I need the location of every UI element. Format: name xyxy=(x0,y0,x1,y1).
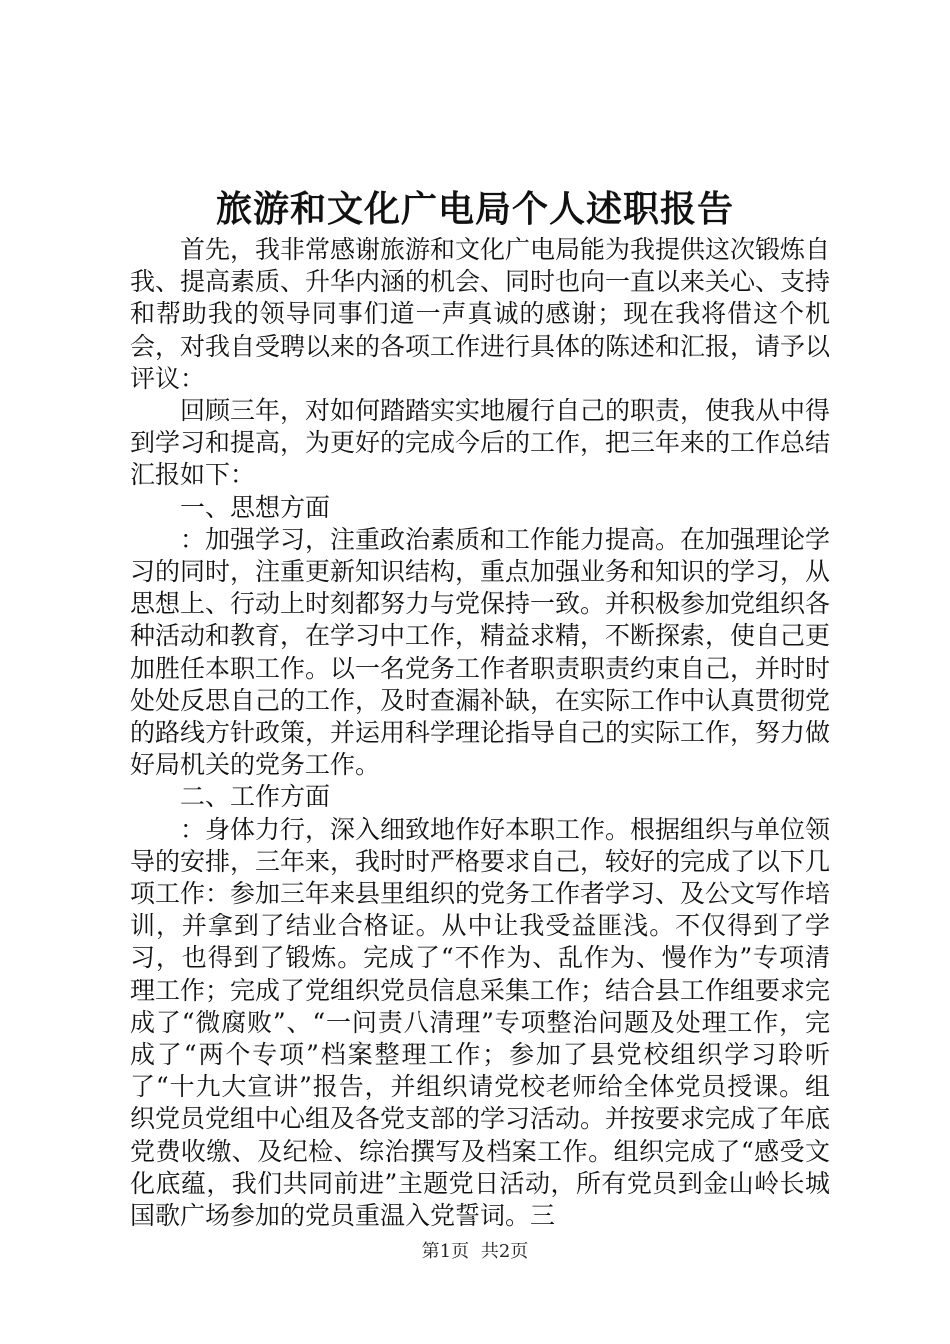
section-text-work: ：身体力行，深入细致地作好本职工作。根据组织与单位领导的安排，三年来，我时时严格要求自己，较好的完成了以下几项工作：参加三年来县里组织的党务工作者学习、及公文写作培训，并拿到了结业合格证。从中让我受益匪浅。不仅得到了学习，也得到了锻炼。完成了“不作为、乱作为、慢作为”专项清理工作；完成了党组织党员信息采集工作；结合县工作组要求完成了“微腐败”、“一问责八清理”专项整治问题及处理工作，完成了“两个专项”档案整理工作；参加了县党校组织学习聆听了“十九大宣讲”报告，并组织请党校老师给全体党员授课。组织党员党组中心组及各党支部的学习活动。并按要求完成了年底党费收缴、及纪检、综治撰写及档案工作。组织完成了“感受文化底蕴，我们共同前进”主题党日活动，所有党员到金山岭长城国歌广场参加的党员重温入党誓词。三 xyxy=(130,814,831,1231)
document-title: 旅游和文化广电局个人述职报告 xyxy=(215,188,734,230)
page-number: 第1页 xyxy=(421,1241,470,1262)
page-total: 共2页 xyxy=(480,1241,529,1262)
page-footer xyxy=(0,1240,950,1264)
document-body xyxy=(130,234,830,1232)
review-paragraph: 回顾三年，对如何踏踏实实地履行自己的职责，使我从中得到学习和提高，为更好的完成今后的工作，把三年来的工作总结汇报如下： xyxy=(130,396,831,490)
section-text-ideology: ：加强学习，注重政治素质和工作能力提高。在加强理论学习的同时，注重更新知识结构，重点加强业务和知识的学习，从思想上、行动上时刻都努力与党保持一致。并积极参加党组织各种活动和教育，在学习中工作，精益求精，不断探索，使自己更加胜任本职工作。以一名党务工作者职责职责约束自己，并时时处处反思自己的工作，及时查漏补缺，在实际工作中认真贯彻党的路线方针政策，并运用科学理论指导自己的实际工作，努力做好局机关的党务工作。 xyxy=(130,524,831,780)
section-heading-ideology: 一、思想方面 xyxy=(180,492,331,522)
section-heading-work: 二、工作方面 xyxy=(180,782,331,812)
intro-paragraph: 首先，我非常感谢旅游和文化广电局能为我提供这次锻炼自我、提高素质、升华内涵的机会、同时也向一直以来关心、支持和帮助我的领导同事们道一声真诚的感谢；现在我将借这个机会，对我自受聘以来的各项工作进行具体的陈述和汇报，请予以评议： xyxy=(130,235,831,393)
